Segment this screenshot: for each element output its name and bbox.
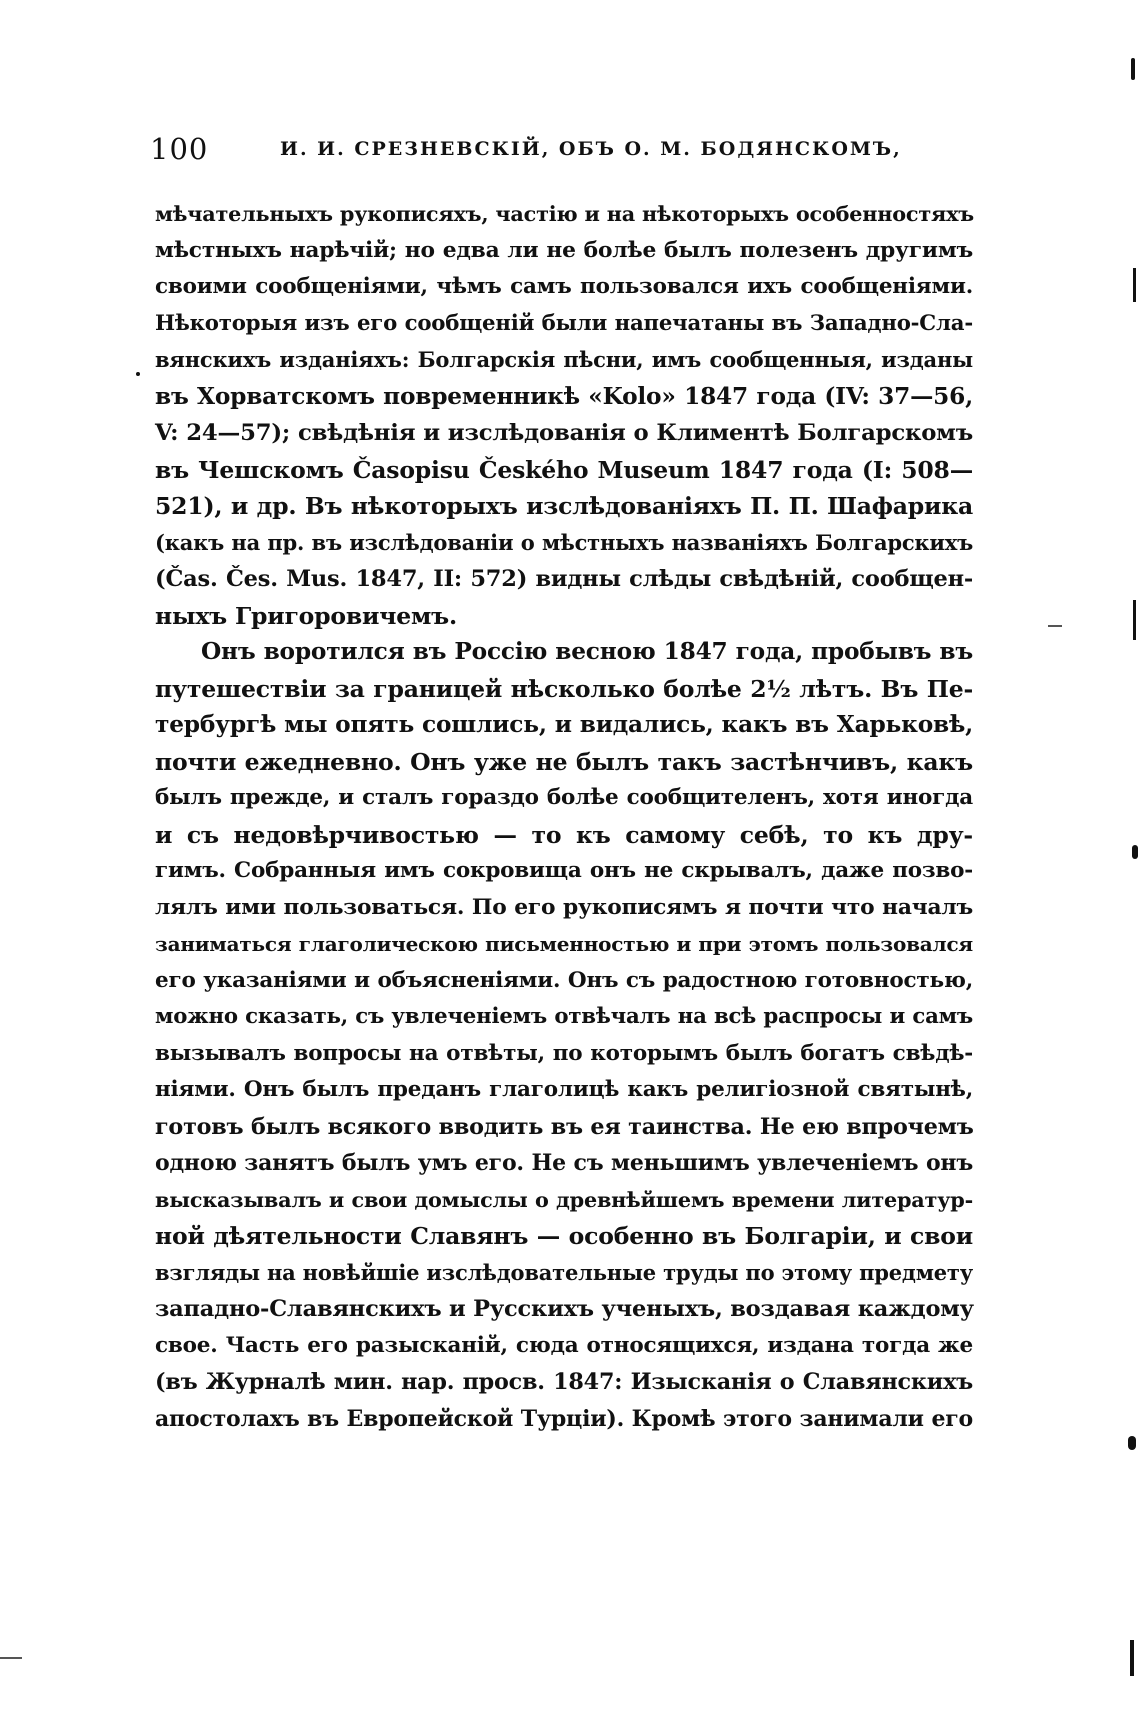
text-line: западно-Славянскихъ и Русскихъ ученыхъ, воздавая каждому	[155, 1296, 974, 1322]
text-line: 521), и др. Въ нѣкоторыхъ изслѣдованіяхъ П. П. Шафарика	[155, 492, 973, 520]
scan-mark	[1132, 845, 1138, 859]
text-line: въ Хорватскомъ повременникѣ «Kolo» 1847 года (IV: 37—56,	[155, 382, 973, 410]
running-head: И. И. СРЕЗНЕВСКІЙ, ОБЪ О. М. БОДЯНСКОМЪ,	[280, 138, 902, 160]
text-line: одною занятъ былъ умъ его. Не съ меньшимъ увлеченіемъ онъ	[155, 1150, 973, 1176]
text-line: ныхъ Григоровичемъ.	[155, 601, 457, 630]
scan-mark	[0, 1657, 22, 1659]
text-line: его указаніями и объясненіями. Онъ съ радостною готовностью,	[155, 967, 973, 993]
text-line: Нѣкоторыя изъ его сообщеній были напечатаны въ Западно-Сла-	[155, 310, 973, 336]
scan-mark	[1130, 1640, 1134, 1676]
scan-mark	[1131, 58, 1135, 80]
text-line: свое. Часть его разысканій, сюда относящихся, издана тогда же	[155, 1332, 973, 1358]
text-line: Онъ воротился въ Россію весною 1847 года, пробывъ въ	[201, 638, 973, 665]
text-line: и съ недовѣрчивостью — то къ самому себѣ, то къ дру-	[155, 820, 973, 849]
text-line: тербургѣ мы опять сошлись, и видались, какъ въ Харьковѣ,	[155, 711, 973, 738]
scan-mark	[1048, 625, 1062, 627]
scan-mark	[1133, 600, 1136, 640]
text-line: высказывалъ и свои домыслы о древнѣйшемъ времени литератур-	[155, 1187, 973, 1212]
text-line: вянскихъ изданіяхъ: Болгарскія пѣсни, имъ сообщенныя, изданы	[155, 347, 973, 372]
scan-mark	[136, 372, 140, 376]
text-line: лялъ ими пользоваться. По его рукописямъ я почти что началъ	[155, 894, 973, 920]
text-line: (Čas. Čes. Mus. 1847, II: 572) видны слѣды свѣдѣній, сообщен-	[155, 566, 973, 592]
page-header	[150, 132, 970, 172]
text-line: гимъ. Собранныя имъ сокровища онъ не скрывалъ, даже позво-	[155, 858, 973, 883]
paragraph	[155, 634, 973, 1437]
body-text	[155, 196, 973, 1437]
text-line: мѣстныхъ нарѣчій; но едва ли не болѣе былъ полезенъ другимъ	[155, 237, 973, 263]
text-line: взгляды на новѣйшіе изслѣдовательные труды по этому предмету	[155, 1259, 973, 1285]
text-line: V: 24—57); свѣдѣнія и изслѣдованія о Климентѣ Болгарскомъ	[155, 420, 973, 446]
text-line: почти ежедневно. Онъ уже не былъ такъ застѣнчивъ, какъ	[155, 747, 973, 776]
text-line: путешествіи за границей нѣсколько болѣе 2½ лѣтъ. Въ Пе-	[155, 674, 973, 703]
paragraph	[155, 196, 973, 634]
scan-mark	[1133, 268, 1136, 302]
text-line: мѣчательныхъ рукописяхъ, частію и на нѣкоторыхъ особенностяхъ	[155, 202, 974, 226]
text-line: (какъ на пр. въ изслѣдованіи о мѣстныхъ названіяхъ Болгарскихъ	[155, 529, 973, 555]
text-line: ніями. Онъ былъ преданъ глаголицѣ какъ религіозной святынѣ,	[155, 1077, 973, 1102]
text-line: готовъ былъ всякого вводить въ ея таинства. Не ею впрочемъ	[155, 1113, 974, 1140]
text-line: своими сообщеніями, чѣмъ самъ пользовался ихъ сообщеніями.	[155, 274, 973, 299]
text-line: въ Чешскомъ Časopisu Českého Museum 1847 года (I: 508—	[155, 455, 973, 484]
scan-mark	[1128, 1436, 1136, 1450]
page-number: 100	[150, 132, 209, 166]
text-line: можно сказать, съ увлеченіемъ отвѣчалъ на всѣ распросы и самъ	[155, 1004, 973, 1029]
text-line: заниматься глаголическою письменностью и при этомъ пользовался	[155, 932, 973, 956]
text-line: апостолахъ въ Европейской Турціи). Кромѣ этого занимали его	[155, 1405, 973, 1432]
text-line: (въ Журналѣ мин. нар. просв. 1847: Изысканія о Славянскихъ	[155, 1369, 973, 1395]
text-line: вызывалъ вопросы на отвѣты, по которымъ былъ богатъ свѣдѣ-	[155, 1040, 973, 1066]
text-line: ной дѣятельности Славянъ — особенно въ Болгаріи, и свои	[155, 1222, 973, 1250]
text-line: былъ прежде, и сталъ гораздо болѣе сообщителенъ, хотя иногда	[155, 785, 973, 810]
